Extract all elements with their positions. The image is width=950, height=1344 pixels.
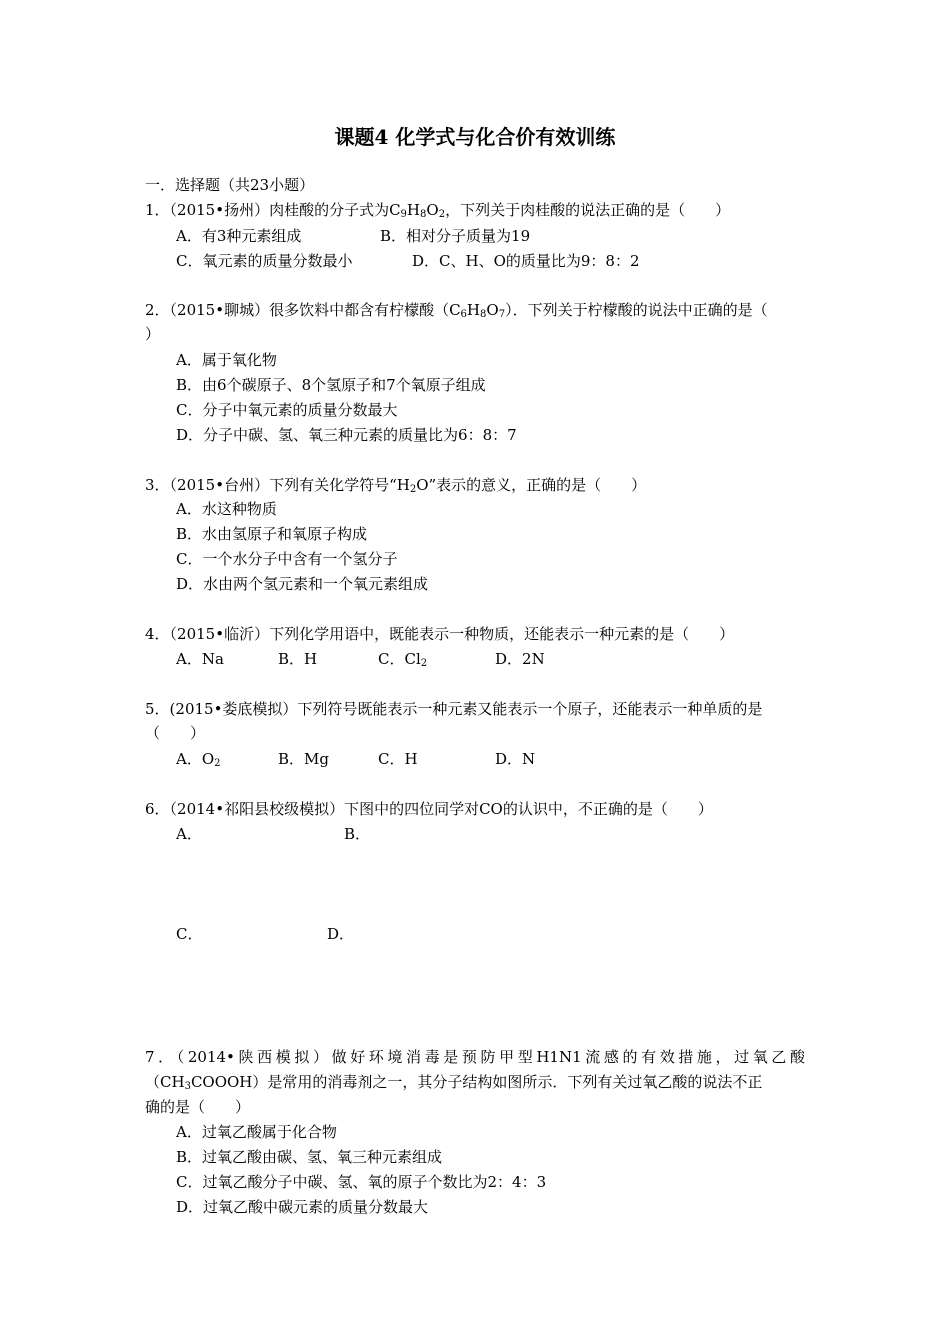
q6-option-d[interactable]: D．: [327, 925, 355, 943]
q7-option-b[interactable]: B．过氧乙酸由碳、氢、氧三种元素组成: [176, 1148, 443, 1166]
q1-stem-text: O: [426, 201, 439, 219]
q5-option-c[interactable]: C．H: [378, 750, 418, 768]
q7-option-c[interactable]: C．过氧乙酸分子中碳、氢、氧的原子个数比为2：4：3: [176, 1173, 547, 1191]
q1-option-a[interactable]: A．有3种元素组成: [176, 227, 302, 245]
q7-stem-text: COOOH）是常用的消毒剂之一，其分子结构如图所示．下列有关过氧乙酸的说法不正: [190, 1073, 763, 1091]
q5-option-a-subscript: 2: [214, 758, 221, 769]
question-6-stem: 6．（2014•祁阳县校级模拟）下图中的四位同学对CO的认识中，不正确的是（ ）: [145, 800, 713, 818]
q2-stem-text: ）．下列关于柠檬酸的说法中正确的是（: [505, 301, 768, 319]
q7-option-a[interactable]: A．过氧乙酸属于化合物: [176, 1123, 337, 1141]
question-5-stem: 5．(2015•娄底模拟）下列符号既能表示一种元素又能表示一个原子，还能表示一种单质的是: [145, 700, 763, 718]
q4-option-c[interactable]: [378, 648, 427, 670]
q4-option-c-text: C．Cl: [378, 650, 421, 668]
q1-option-c[interactable]: C．氧元素的质量分数最小: [176, 252, 353, 270]
question-1-stem: [145, 199, 730, 221]
q3-option-d[interactable]: D．水由两个氢元素和一个氧元素组成: [176, 575, 429, 593]
q5-option-d[interactable]: D．N: [495, 750, 536, 768]
q1-stem-text: H: [406, 201, 421, 219]
q2-stem-text: 2．（2015•聊城）很多饮料中都含有柠檬酸（C: [145, 301, 461, 319]
q6-option-b[interactable]: B．: [344, 825, 371, 843]
question-5-stem-cont: （ ）: [145, 724, 206, 742]
q5-option-a-text: A．O: [176, 750, 215, 768]
q3-option-a[interactable]: A．水这种物质: [176, 500, 277, 518]
q7-stem-text: （CH: [145, 1073, 185, 1091]
page-title: 课题4 化学式与化合价有效训练: [334, 125, 616, 149]
q1-subscript: 9: [400, 209, 407, 220]
q3-stem-text: 3．（2015•台州）下列有关化学符号“H: [145, 476, 410, 494]
q4-option-a[interactable]: A．Na: [176, 650, 224, 668]
q1-option-b[interactable]: B．相对分子质量为19: [380, 227, 531, 245]
question-3-stem: [145, 474, 646, 496]
question-2-stem: [145, 299, 768, 321]
question-7-stem-line-3: 确的是（ ）: [145, 1098, 251, 1116]
question-4-stem: 4．（2015•临沂）下列化学用语中，既能表示一种物质，还能表示一种元素的是（ ）: [145, 625, 735, 643]
q2-subscript: 7: [498, 309, 506, 320]
q2-option-d[interactable]: D．分子中碳、氢、氧三种元素的质量比为6：8：7: [176, 426, 517, 444]
q7-option-d[interactable]: D．过氧乙酸中碳元素的质量分数最大: [176, 1198, 429, 1216]
question-7-stem-line-1: 7．（2014•陕西模拟）做好环境消毒是预防甲型H1N1流感的有效措施，过氧乙酸: [145, 1048, 805, 1066]
q2-stem-text: O: [486, 301, 499, 319]
section-heading: 一．选择题（共23小题）: [145, 176, 315, 194]
q1-subscript: 8: [420, 209, 427, 220]
q2-stem-text: H: [466, 301, 481, 319]
q6-option-a[interactable]: A．: [176, 825, 202, 843]
q2-option-a[interactable]: A．属于氧化物: [176, 351, 277, 369]
q1-option-d[interactable]: D．C、H、O的质量比为9：8：2: [412, 252, 640, 270]
question-2-stem-cont: ）: [145, 325, 161, 343]
q4-option-b[interactable]: B．H: [278, 650, 318, 668]
q5-option-a[interactable]: [176, 748, 221, 770]
q1-subscript: 2: [438, 209, 446, 220]
q3-subscript: 2: [409, 484, 417, 495]
q4-option-d[interactable]: D．2N: [495, 650, 545, 668]
q1-stem-text: ，下列关于肉桂酸的说法正确的是（ ）: [445, 201, 731, 219]
question-7-stem-line-2: [145, 1071, 762, 1093]
q2-subscript: 6: [460, 309, 467, 320]
q2-subscript: 8: [480, 309, 487, 320]
q3-option-c[interactable]: C．一个水分子中含有一个氢分子: [176, 550, 398, 568]
q6-option-c[interactable]: C．: [176, 925, 203, 943]
q3-option-b[interactable]: B．水由氢原子和氧原子构成: [176, 525, 368, 543]
q2-option-c[interactable]: C．分子中氧元素的质量分数最大: [176, 401, 398, 419]
q1-stem-text: 1．（2015•扬州）肉桂酸的分子式为C: [145, 201, 401, 219]
q4-option-c-subscript: 2: [420, 658, 428, 669]
q3-stem-text: O”表示的意义，正确的是（ ）: [416, 476, 647, 494]
q5-option-b[interactable]: B．Mg: [278, 750, 329, 768]
q7-subscript: 3: [184, 1081, 191, 1092]
q2-option-b[interactable]: B．由6个碳原子、8个氢原子和7个氧原子组成: [176, 376, 486, 394]
